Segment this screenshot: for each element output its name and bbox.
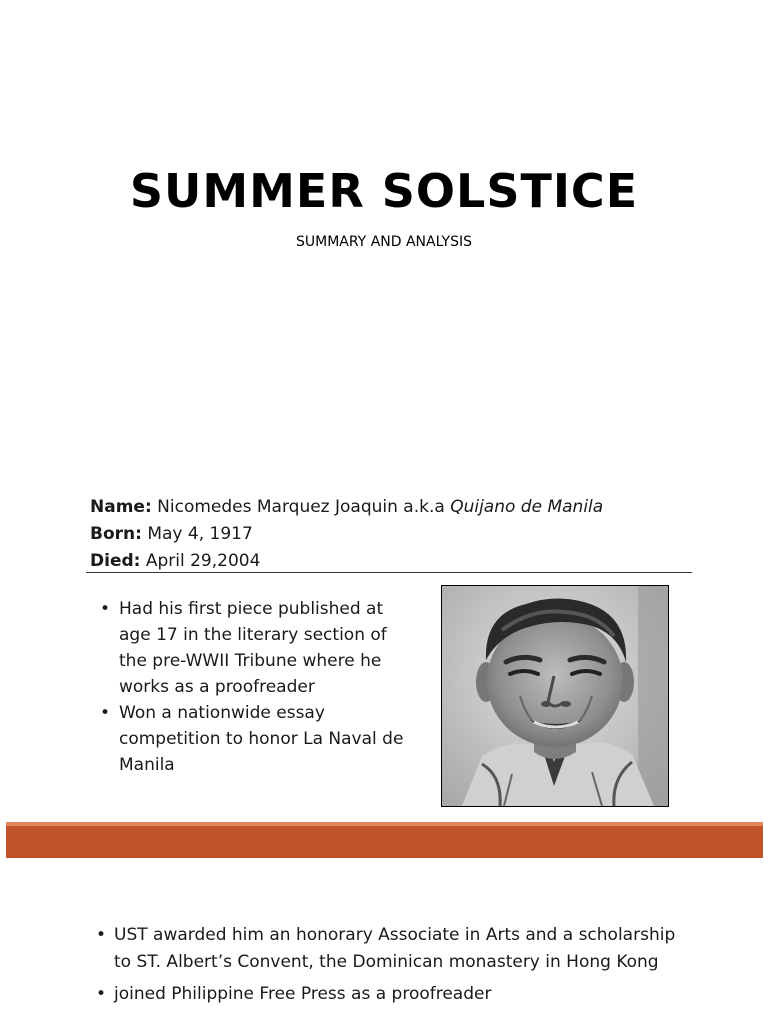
bio-bullet-list xyxy=(100,596,420,778)
list-item xyxy=(96,922,696,976)
died-line xyxy=(90,548,603,575)
title-slide xyxy=(0,0,768,480)
list-item xyxy=(100,596,420,700)
career-bullet-list xyxy=(96,922,696,1008)
bullet-icon: • xyxy=(96,984,107,1004)
portrait-photo xyxy=(441,585,669,807)
list-item xyxy=(96,981,696,1008)
slide-title: SUMMER SOLSTICE xyxy=(129,164,639,218)
born-line xyxy=(90,521,603,548)
bullet-icon: • xyxy=(100,703,111,723)
bullet-icon: • xyxy=(100,599,111,619)
bullet-text: Had his first piece published at age 17 in the literary section of the pre-WWII Tribune where he works as a proofreader xyxy=(119,599,387,697)
died-label: Died: xyxy=(90,551,141,571)
alias-value: Quijano de Manila xyxy=(450,497,604,517)
slide-subtitle: SUMMARY AND ANALYSIS xyxy=(295,234,472,250)
name-label: Name: xyxy=(90,497,152,517)
divider-band-highlight xyxy=(6,822,763,826)
born-value: May 4, 1917 xyxy=(147,524,253,544)
bullet-icon: • xyxy=(96,925,107,945)
name-value: Nicomedes Marquez Joaquin a.k.a xyxy=(157,497,445,517)
bullet-text: UST awarded him an honorary Associate in Arts and a scholarship to ST. Albert’s Convent, the Dominican monastery in Hong Kong xyxy=(114,925,676,972)
died-value: April 29,2004 xyxy=(145,551,261,571)
portrait-image-icon xyxy=(442,586,668,806)
list-item xyxy=(100,700,420,778)
bullet-text: Won a nationwide essay competition to honor La Naval de Manila xyxy=(119,703,404,775)
bio-divider xyxy=(86,572,692,573)
career-slide xyxy=(0,858,768,1024)
divider-band xyxy=(6,822,763,858)
name-line xyxy=(90,494,603,521)
bio-header xyxy=(90,494,603,575)
born-label: Born: xyxy=(90,524,142,544)
bullet-text: joined Philippine Free Press as a proofreader xyxy=(114,984,492,1004)
